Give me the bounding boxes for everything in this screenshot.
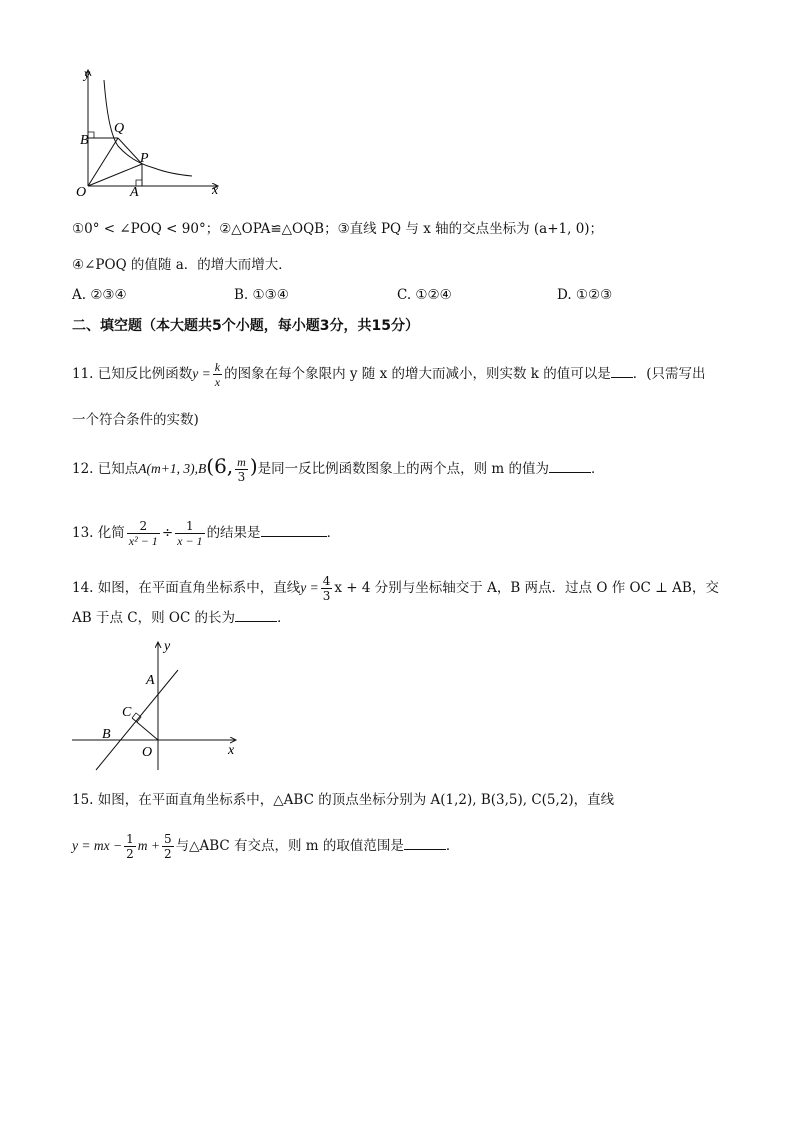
- question-11-line2: 一个符合条件的实数): [72, 412, 199, 428]
- q14-pre: 如图，在平面直角坐标系中，直线: [97, 580, 301, 596]
- label-B: B: [102, 727, 111, 742]
- option-d: D. ①②③: [557, 287, 613, 303]
- label-C: C: [122, 705, 132, 720]
- section-heading-fill-blank: 二、填空题（本大题共5个小题，每小题3分，共15分）: [72, 318, 419, 334]
- label-x: x: [212, 183, 219, 198]
- q13-fraction-2: $\frac{1}{x - 1}$: [177, 519, 203, 548]
- q15-mid: m +: [137, 838, 160, 853]
- segment-OC: [132, 718, 158, 740]
- figure-perpendicular: [66, 636, 246, 776]
- answer-blank[interactable]: [404, 837, 446, 850]
- label-B: B: [80, 133, 89, 148]
- question-14-line1: [72, 574, 719, 603]
- question-11-line1: [72, 360, 706, 389]
- segment-PQ: [118, 138, 142, 164]
- label-O: O: [142, 745, 153, 760]
- question-number: 13.: [72, 525, 94, 541]
- q11-post: 的图象在每个象限内 y 随 x 的增大而减小，则实数 k 的值可以是: [224, 366, 611, 382]
- label-A: A: [146, 673, 155, 688]
- option-b: B. ①③④: [234, 287, 289, 303]
- q12-tail: ．: [591, 461, 605, 477]
- q11-lhs: y =: [192, 366, 211, 381]
- question-15-line1: [72, 790, 614, 810]
- segment-OQ: [88, 138, 118, 186]
- answer-blank[interactable]: [611, 365, 633, 378]
- question-14-line2: [72, 608, 291, 628]
- q12-point-a: A(m+1, 3),: [138, 461, 199, 476]
- q14-rest: x + 4 分别与坐标轴交于 A，B 两点．过点 O 作 OC ⊥ AB，交: [334, 580, 719, 596]
- label-P: P: [140, 151, 149, 166]
- question-13: [72, 519, 340, 548]
- question-number: 12.: [72, 461, 94, 477]
- q15-tail: ．: [445, 838, 460, 854]
- answer-blank[interactable]: [261, 524, 327, 537]
- figure-hyperbola: [70, 62, 230, 202]
- option-c: C. ①②④: [397, 287, 452, 303]
- q11-pre: 已知反比例函数: [97, 366, 193, 382]
- q12-pre: 已知点: [97, 461, 139, 477]
- statement-1-3: ①0° < ∠POQ < 90°；②△OPA≌△OQB；③直线 PQ 与 x 轴的交点坐标为 (a+1, 0)；: [72, 221, 604, 237]
- q15-lhs: y = mx −: [72, 838, 123, 853]
- q12-paren-open: (6,: [206, 454, 234, 478]
- q12-paren-close: ): [249, 454, 258, 478]
- q12-point-b: B: [198, 461, 207, 476]
- label-A: A: [130, 185, 139, 200]
- label-y: y: [84, 67, 91, 82]
- q14-line2-text: AB 于点 C，则 OC 的长为: [72, 610, 236, 626]
- q11-fraction: $\frac{k}{x}$: [214, 360, 221, 389]
- statement-4: ④∠POQ 的值随 a．的增大而增大．: [72, 257, 292, 273]
- q14-lhs: y =: [300, 580, 319, 595]
- label-y: y: [164, 639, 171, 654]
- right-angle-B: [88, 132, 94, 138]
- q15-line1-text: 如图，在平面直角坐标系中，△ABC 的顶点坐标分别为 A(1,2), B(3,5), C(5,2)，直线: [97, 792, 615, 808]
- q15-post: 与△ABC 有交点，则 m 的取值范围是: [175, 838, 404, 854]
- answer-blank[interactable]: [235, 609, 277, 622]
- label-O: O: [76, 185, 87, 200]
- q11-tail: ．(只需写出: [632, 366, 706, 382]
- q14-tail: ．: [277, 610, 291, 626]
- q12-fraction: $\frac{m}{3}$: [237, 455, 246, 484]
- q14-fraction: $\frac{4}{3}$: [322, 574, 331, 603]
- question-12: [72, 455, 605, 484]
- answer-blank[interactable]: [549, 460, 591, 473]
- q13-divide: ÷: [161, 525, 174, 541]
- question-number: 14.: [72, 580, 94, 596]
- q13-fraction-1: $\frac{2}{\text{x² − 1}}$: [128, 519, 158, 548]
- q15-fraction-2: $\frac{5}{2}$: [163, 832, 172, 861]
- option-a: A. ②③④: [72, 287, 127, 303]
- question-15-line2: [72, 832, 459, 861]
- q13-pre: 化简: [97, 525, 125, 541]
- q15-fraction-1: $\frac{1}{2}$: [126, 832, 134, 861]
- q13-tail: ．: [326, 525, 341, 541]
- label-Q: Q: [114, 121, 125, 136]
- line-AB: [96, 670, 178, 770]
- segment-OP: [88, 164, 142, 186]
- label-x: x: [228, 743, 235, 758]
- question-number: 15.: [72, 792, 94, 808]
- q13-post: 的结果是: [206, 525, 261, 541]
- question-number: 11.: [72, 366, 94, 382]
- q12-post: 是同一反比例函数图象上的两个点，则 m 的值为: [257, 461, 550, 477]
